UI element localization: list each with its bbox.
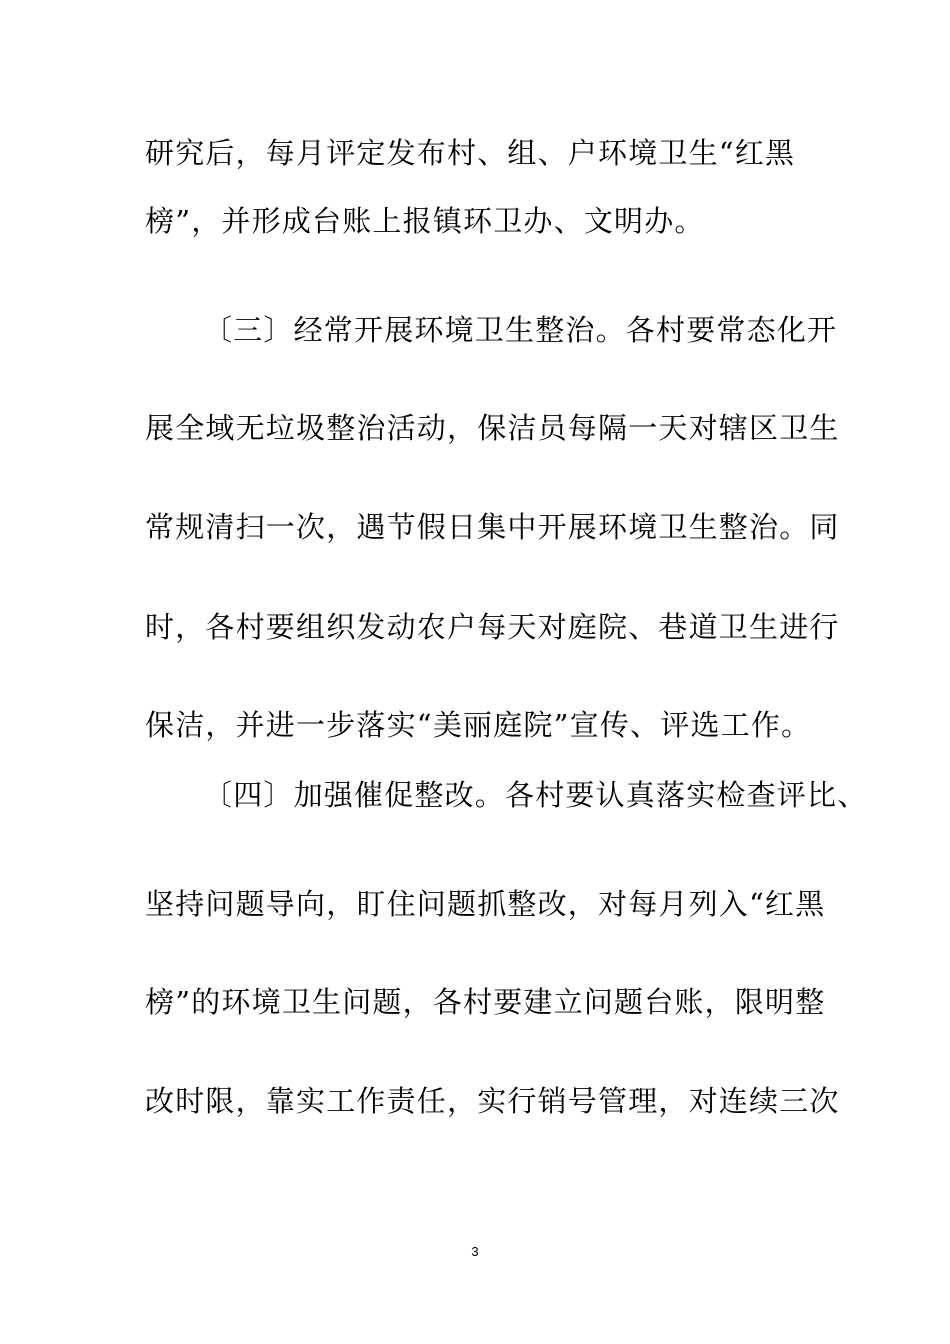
text-line-11: 改时限，靠实工作责任，实行销号管理，对连续三次 — [145, 1084, 840, 1118]
text-line-9: 坚持问题导向，盯住问题抓整改，对每月列入“红黑 — [145, 887, 826, 921]
text-line-2: 榜”，并形成台账上报镇环卫办、文明办。 — [145, 204, 705, 238]
text-line-8: 〔四〕加强催促整改。各村要认真落实检查评比、 — [203, 778, 868, 812]
text-line-7: 保洁，并进一步落实“美丽庭院”宣传、评选工作。 — [145, 708, 812, 742]
page-number: 3 — [471, 1244, 479, 1259]
text-line-4: 展全域无垃圾整治活动，保洁员每隔一天对辖区卫生 — [145, 411, 840, 445]
text-line-6: 时，各村要组织发动农户每天对庭院、巷道卫生进行 — [145, 610, 840, 644]
text-line-10: 榜”的环境卫生问题，各村要建立问题台账，限明整 — [145, 985, 826, 1019]
text-line-3: 〔三〕经常开展环境卫生整治。各村要常态化开 — [203, 313, 838, 347]
text-line-1: 研究后，每月评定发布村、组、户环境卫生“红黑 — [145, 136, 796, 170]
text-line-5: 常规清扫一次，遇节假日集中开展环境卫生整治。同 — [145, 510, 840, 544]
